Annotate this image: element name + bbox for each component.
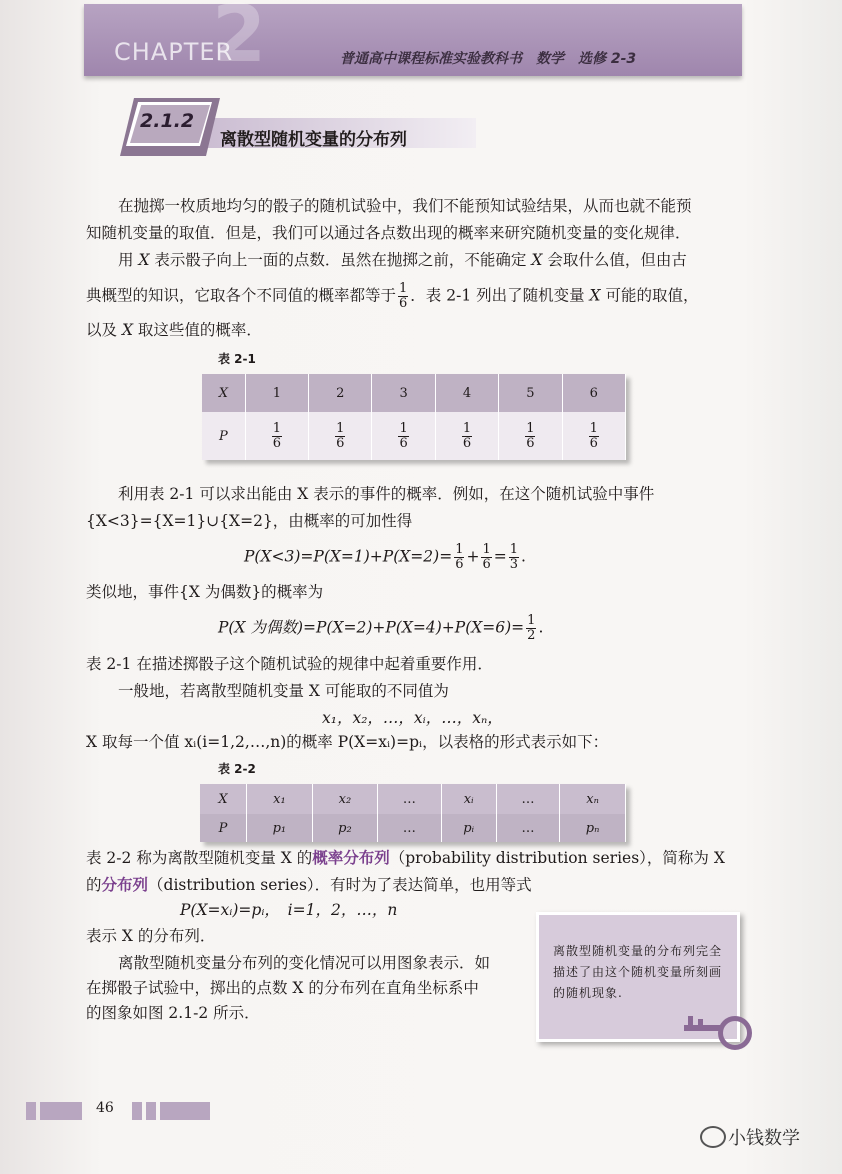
paragraph-line: {X<3}={X=1}∪{X=2}，由概率的可加性得 xyxy=(86,512,413,530)
table-row xyxy=(202,412,626,460)
paragraph-line: 一般地，若离散型随机变量 X 可能取的不同值为 xyxy=(118,682,449,700)
paragraph-line: 表 2-1 在描述掷骰子这个随机试验的规律中起着重要作用． xyxy=(86,655,493,673)
table-cell: xₙ xyxy=(560,784,626,814)
chapter-header xyxy=(84,0,742,80)
table-cell: $\frac{1}{6}$ xyxy=(499,412,562,460)
table-cell: $\frac{1}{6}$ xyxy=(435,412,498,460)
table-cell: $\frac{1}{6}$ xyxy=(245,412,308,460)
table-cell: … xyxy=(496,784,559,814)
table-cell: 5 xyxy=(499,374,562,412)
table-caption: 表 2-2 xyxy=(218,762,256,776)
paragraph-line: 的分布列（distribution series）．有时为了表达简单，也用等式 xyxy=(86,875,532,894)
table-cell: … xyxy=(378,784,441,814)
table-cell: … xyxy=(496,814,559,842)
table-cell: 3 xyxy=(372,374,435,412)
table-caption: 表 2-1 xyxy=(218,352,256,366)
section-heading xyxy=(120,98,500,156)
table-row xyxy=(200,784,626,814)
table-cell: x₂ xyxy=(312,784,378,814)
table-row xyxy=(202,374,626,412)
book-title: 普通高中课程标准实验教科书 数学 选修 2-3 xyxy=(340,51,637,67)
table-cell: 6 xyxy=(562,374,625,412)
table-cell: 4 xyxy=(435,374,498,412)
margin-note-text: 离散型随机变量的分布列完全描述了由这个随机变量所刻画的随机现象. xyxy=(553,944,723,1000)
term-highlight: 分布列 xyxy=(101,875,149,894)
paragraph-line: 在抛掷一枚质地均匀的骰子的随机试验中，我们不能预知试验结果，从而也就不能预 xyxy=(118,197,692,215)
paragraph-line: X 取每一个值 xᵢ(i=1,2,…,n)的概率 P(X=xᵢ)=pᵢ，以表格的形式表示如下： xyxy=(86,733,609,751)
term-highlight: 概率分布列 xyxy=(312,848,390,867)
fraction-one-sixth: $\frac{1}{6}$ xyxy=(399,281,408,311)
table-cell: $\frac{1}{6}$ xyxy=(309,412,372,460)
table-cell: 2 xyxy=(309,374,372,412)
paragraph-line: 离散型随机变量分布列的变化情况可以用图象表示．如 xyxy=(118,954,491,972)
section-number: 2.1.2 xyxy=(140,110,195,132)
chapter-label: CHAPTER xyxy=(114,38,234,66)
table-cell: P xyxy=(202,412,245,460)
paragraph-line: 以及 X 取这些值的概率． xyxy=(86,321,262,339)
table-cell: pᵢ xyxy=(441,814,496,842)
table-cell: … xyxy=(378,814,441,842)
paragraph-line: 典概型的知识，它取各个不同值的概率都等于 $\frac{1}{6}$ ．表 2-1 列出了随机变量 X 可能的取值， xyxy=(86,281,699,311)
table-cell: $\frac{1}{6}$ xyxy=(372,412,435,460)
footer-bar xyxy=(146,1102,156,1120)
table-cell: $\frac{1}{6}$ xyxy=(562,412,625,460)
table-cell: 1 xyxy=(245,374,308,412)
value-sequence: x₁，x₂，…，xᵢ，…，xₙ， xyxy=(322,709,503,727)
table-cell: X xyxy=(200,784,247,814)
section-title: 离散型随机变量的分布列 xyxy=(220,130,407,150)
chat-bubble-icon xyxy=(700,1126,726,1148)
distribution-table-2-2 xyxy=(200,784,626,842)
footer-bar xyxy=(160,1102,210,1120)
equation-1: P(X<3)=P(X=1)+P(X=2)= $\frac{1}{6}$ + $\frac{1}{6}$ = $\frac{1}{3}$ . xyxy=(244,542,526,572)
margin-note xyxy=(536,912,740,1042)
equation-2: P(X 为偶数)=P(X=2)+P(X=4)+P(X=6)= $\frac{1}{2}$ . xyxy=(218,613,544,643)
table-row xyxy=(200,814,626,842)
paragraph-line: 的图象如图 2.1-2 所示． xyxy=(86,1004,260,1022)
footer-bar xyxy=(40,1102,82,1120)
chapter-number: 2 xyxy=(212,0,267,80)
paragraph-line: 表示 X 的分布列． xyxy=(86,927,216,945)
probability-table-2-1 xyxy=(202,374,626,460)
table-cell: xᵢ xyxy=(441,784,496,814)
table-cell: x₁ xyxy=(247,784,313,814)
table-cell: P xyxy=(200,814,247,842)
table-cell: pₙ xyxy=(560,814,626,842)
page-number: 46 xyxy=(96,1100,114,1116)
footer-bar xyxy=(132,1102,142,1120)
footer-bar xyxy=(26,1102,36,1120)
table-cell: p₂ xyxy=(312,814,378,842)
table-cell: X xyxy=(202,374,245,412)
watermark: 小钱数学 xyxy=(728,1128,800,1149)
equation-3: P(X=xᵢ)=pᵢ， i=1，2，…，n xyxy=(180,901,398,919)
paragraph-line: 利用表 2-1 可以求出能由 X 表示的事件的概率．例如，在这个随机试验中事件 xyxy=(118,485,655,503)
paragraph-line: 表 2-2 称为离散型随机变量 X 的概率分布列（probability distribution series），简称为 X xyxy=(86,848,725,867)
paragraph-line: 在掷骰子试验中，掷出的点数 X 的分布列在直角坐标系中 xyxy=(86,979,479,997)
paragraph-line: 用 X 表示骰子向上一面的点数．虽然在抛掷之前，不能确定 X 会取什么值，但由古 xyxy=(118,251,687,269)
table-cell: p₁ xyxy=(247,814,313,842)
paragraph-line: 知随机变量的取值．但是，我们可以通过各点数出现的概率来研究随机变量的变化规律． xyxy=(86,224,691,242)
paragraph-line: 类似地，事件{X 为偶数}的概率为 xyxy=(86,583,324,601)
